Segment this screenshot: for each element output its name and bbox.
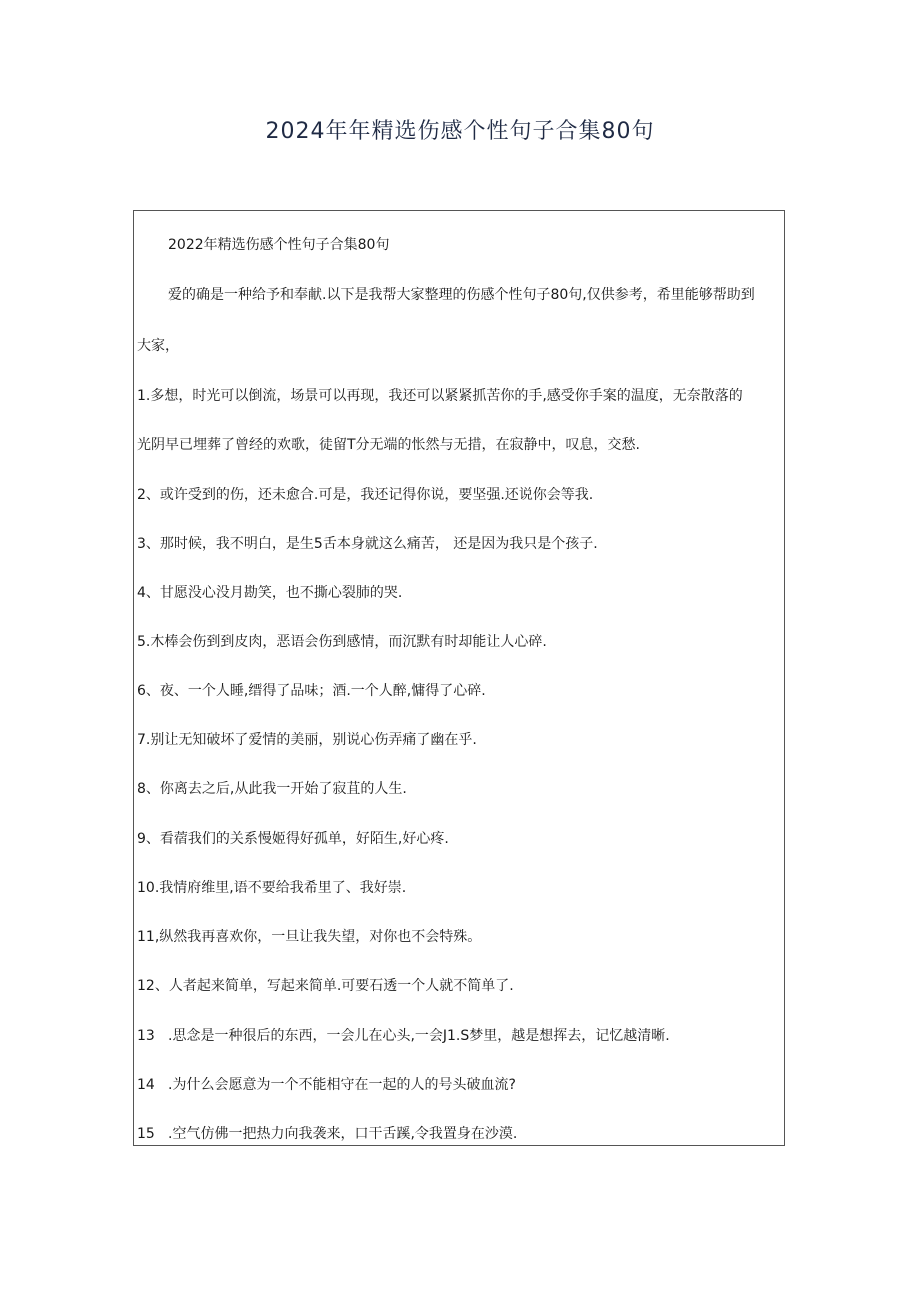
intro-paragraph-line: 大家，: [137, 338, 179, 354]
list-item: 12、人者起来简单，写起来简单.可要石透一个人就不简单了.: [137, 978, 514, 994]
page-title: 2024年年精选伤感个性句子合集80句: [265, 119, 655, 144]
intro-paragraph-line: 爱的确是一种给予和奉献.以下是我帮大家整理的伤感个性句子80句,仅供参考，希里能够帮助到: [168, 287, 755, 303]
document-subtitle: 2022年精选伤感个性句子合集80句: [168, 237, 390, 253]
list-item: 1.多想，时光可以倒流，场景可以再现，我还可以紧紧抓苦你的手,感受你手案的温度，无奈散落的: [137, 388, 743, 404]
list-item: 3、那时候，我不明白，是生5舌本身就这么痛苦， 还是因为我只是个孩子.: [137, 536, 598, 552]
list-item: 2、或许受到的伤，还未愈合.可是，我还记得你说，要坚强.还说你会等我.: [137, 487, 594, 503]
list-item: 6、夜、一个人睡,缙得了品味；酒.一个人醉,慵得了心碎.: [137, 683, 486, 699]
list-item: [137, 1026, 670, 1046]
list-item: 10.我情府维里,语不要给我希里了、我好崇.: [137, 880, 407, 896]
list-item: 5.木棒会伤到到皮肉，恶语会伤到感情，而沉默有时却能让人心碎.: [137, 634, 547, 650]
list-item: 7.别让无知破坏了爱情的美丽，别说心伤弄痛了幽在乎.: [137, 732, 477, 748]
content-box: [133, 210, 785, 1146]
list-item: 4、甘愿没心没月勘笑，也不撕心裂肺的哭.: [137, 585, 403, 601]
list-item-text: .空气仿佛一把热力向我袭来，口干舌蹊,令我置身在沙漠.: [168, 1126, 518, 1142]
list-item: [137, 1075, 516, 1095]
list-item-number: 13: [137, 1028, 155, 1044]
list-item: 光阴早已埋葬了曾经的欢歌，徒留T分无端的怅然与无措，在寂静中，叹息，交愁.: [137, 437, 640, 453]
list-item: 8、你离去之后,从此我一开始了寂苴的人生.: [137, 781, 407, 797]
list-item: [137, 1124, 517, 1144]
list-item: 11,纵然我再喜欢你，一旦让我失望，对你也不会特殊。: [137, 929, 482, 945]
list-item-number: 15: [137, 1126, 155, 1142]
list-item: 9、看蓿我们的关系慢姬得好孤单，好陌生,好心疼.: [137, 831, 449, 847]
list-item-text: .思念是一种很后的东西，一会儿在心头,一会J1.S梦里，越是想挥去，记忆越清晰.: [168, 1028, 670, 1044]
list-item-number: 14: [137, 1077, 155, 1093]
list-item-text: .为什么会愿意为一个不能相守在一起的人的号头破血流?: [168, 1077, 516, 1093]
